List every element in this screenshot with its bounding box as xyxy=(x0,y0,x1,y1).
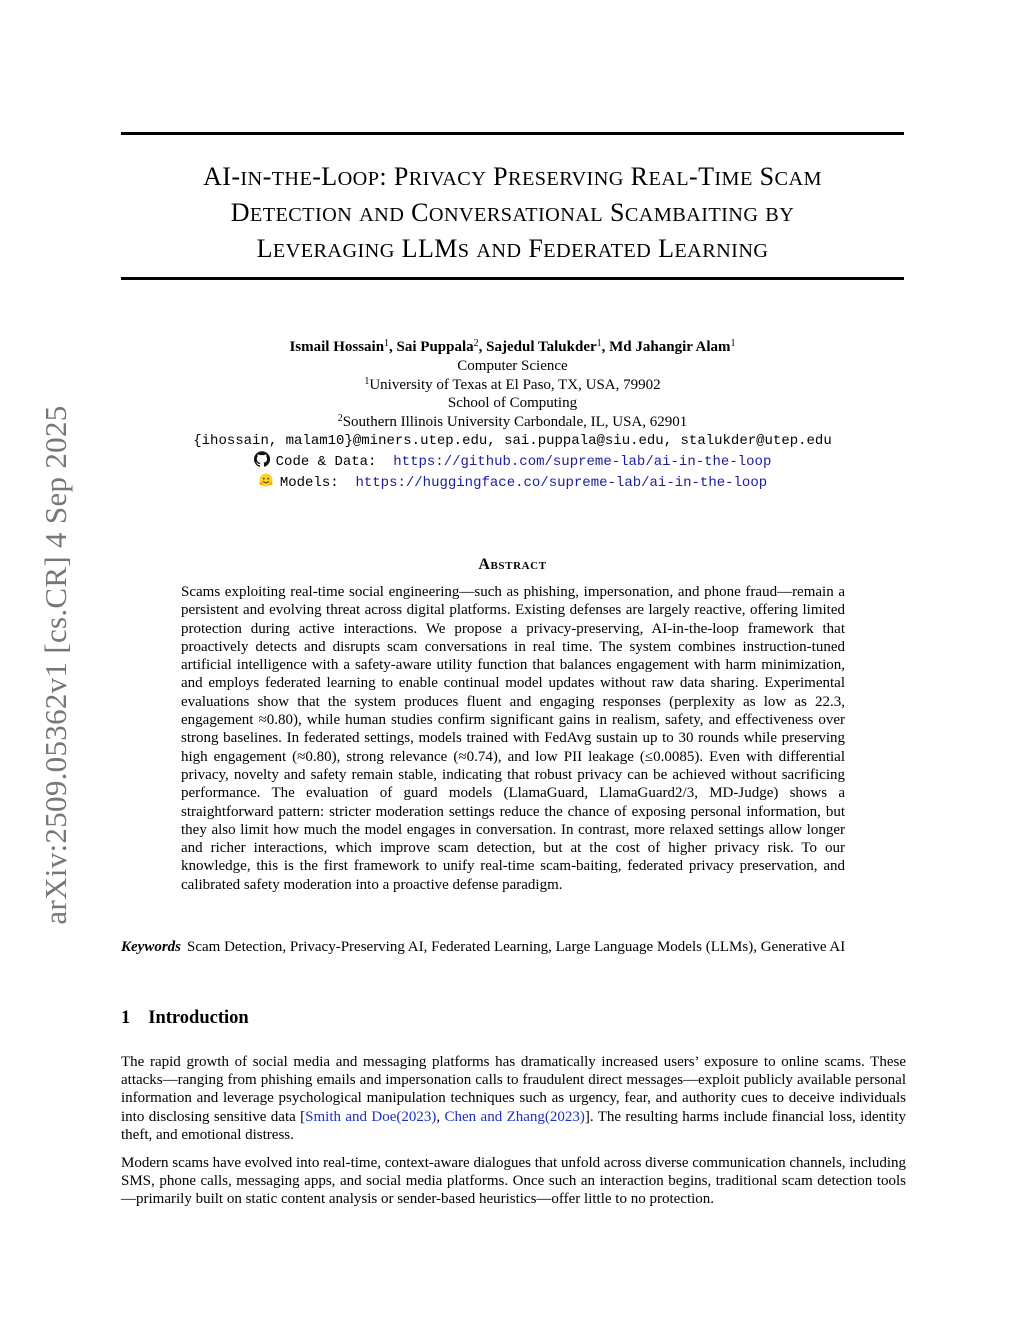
department-1: Computer Science xyxy=(457,357,568,374)
department-2: School of Computing xyxy=(447,395,578,412)
github-repo-link[interactable]: https://github.com/supreme-lab/ai-in-the-loop xyxy=(393,453,772,470)
section-title: Introduction xyxy=(148,1008,249,1028)
author-name: Ismail Hossain xyxy=(289,339,385,355)
code-link-row xyxy=(121,451,904,472)
intro-paragraph-2: Modern scams have evolved into real-time, context-aware dialogues that unfold across diverse communication channels, including SMS, phone calls, messaging apps, and social media platforms. Once such an interaction begins, traditional scam detection tools—primarily built on static content analysis or sender-based heuristics—offer little to no protection. xyxy=(121,1155,906,1208)
keywords xyxy=(121,938,904,957)
citation-link[interactable]: Smith and Doe(2023) xyxy=(305,1108,437,1125)
intro-paragraph-1: The rapid growth of social media and messaging platforms has dramatically increased users’ exposure to online scams. These attacks—ranging from phishing emails and impersonation calls to fraudulent direct messages—exploit publicly available personal information and leverage psychological manipulation techniques such as urgency, fear, and authority cues to deceive individuals into disclosing sensitive data [Smith and Doe(2023), Chen and Zhang(2023)]. The resulting harms include financial loss, identity theft, and emotional distress. xyxy=(121,1054,906,1143)
author-emails: {ihossain, malam10}@miners.utep.edu, sai.puppala@siu.edu, stalukder@utep.edu xyxy=(193,432,832,449)
section-number: 1 xyxy=(121,1008,131,1028)
author-name: Sajedul Talukder xyxy=(486,339,597,355)
author-list: Ismail Hossain$^1$, Sai Puppala$^2$, Sajedul Talukder$^1$, Md Jahangir Alam$^1$ xyxy=(289,338,736,355)
affiliation-mark: 1 xyxy=(730,338,736,349)
title-line-1: AI-IN-THE-LOOP: PRIVACY PRESERVING REAL-TIME SCAM xyxy=(203,162,822,191)
hugging-face-icon xyxy=(258,472,274,488)
section-heading-introduction xyxy=(121,1008,249,1029)
title-top-rule xyxy=(121,132,904,135)
title-bottom-rule xyxy=(121,277,904,280)
keywords-label: Keywords xyxy=(121,939,181,955)
affiliation-mark: 1 xyxy=(384,338,390,349)
models-label: Models: xyxy=(279,474,339,491)
code-label: Code & Data: xyxy=(275,453,377,470)
title-line-3: LEVERAGING LLMS AND FEDERATED LEARNING xyxy=(256,234,769,263)
models-link-row xyxy=(121,472,904,493)
abstract-heading: Abstract xyxy=(478,556,547,573)
author-name: Md Jahangir Alam xyxy=(609,339,731,355)
huggingface-models-link[interactable]: https://huggingface.co/supreme-lab/ai-in-the-loop xyxy=(355,474,768,491)
institution-1: $^1$University of Texas at El Paso, TX, USA, 79902 xyxy=(364,375,661,393)
affiliation-mark: 2 xyxy=(473,338,479,349)
arxiv-identifier-text: arXiv:2509.05362v1 [cs.CR] 4 Sep 2025 xyxy=(38,405,73,925)
abstract-text: Scams exploiting real-time social engineering—such as phishing, impersonation, and phone fraud—remain a persistent and evolving threat across digital platforms. Existing defenses are largely reactive, offering limited protection during active interactions. We propose a privacy-preserving, AI-in-the-loop framework that proactively detects and disrupts scam conversations in real time. The system combines instruction-tuned artificial intelligence with a safety-aware utility function that balances engagement with harm minimization, and employs federated learning to enable continual model updates without raw data sharing. Experimental evaluations show that the system produces fluent and engaging responses (perplexity as low as 22.3, engagement ≈0.80), while human studies confirm significant gains in realism, safety, and effectiveness over strong baselines. In federated settings, models trained with FedAvg sustain up to 30 rounds while preserving high engagement (≈0.80), strong relevance (≈0.74), and low PII leakage (≤0.0085). Even with differential privacy, novelty and safety remain stable, indicating that robust privacy can be achieved without sacrificing performance. The evaluation of guard models (LlamaGuard, LlamaGuard2/3, MD-Judge) shows a straightforward pattern: stricter moderation settings reduce the chance of exposing personal information, but they also limit how much the model engages in conversation. In contrast, more relaxed settings allow longer and richer interactions, which improve scam detection, but at the cost of higher privacy risk. To our knowledge, this is the first framework to unify real-time scam-baiting, federated privacy preservation, and calibrated safety moderation into a proactive defense paradigm. xyxy=(181,584,845,893)
keywords-text: Scam Detection, Privacy-Preserving AI, Federated Learning, Large Language Models (LLMs), Generative AI xyxy=(187,939,846,955)
affiliation-mark: 1 xyxy=(596,338,602,349)
author-name: Sai Puppala xyxy=(396,339,474,355)
author-block xyxy=(121,338,904,492)
paper-title xyxy=(121,160,904,268)
institution-2: $^2$Southern Illinois University Carbondale, IL, USA, 62901 xyxy=(337,413,688,431)
title-line-2: DETECTION AND CONVERSATIONAL SCAMBAITING BY xyxy=(230,198,795,227)
github-icon xyxy=(254,451,270,467)
citation-link[interactable]: Chen and Zhang(2023) xyxy=(444,1108,585,1125)
